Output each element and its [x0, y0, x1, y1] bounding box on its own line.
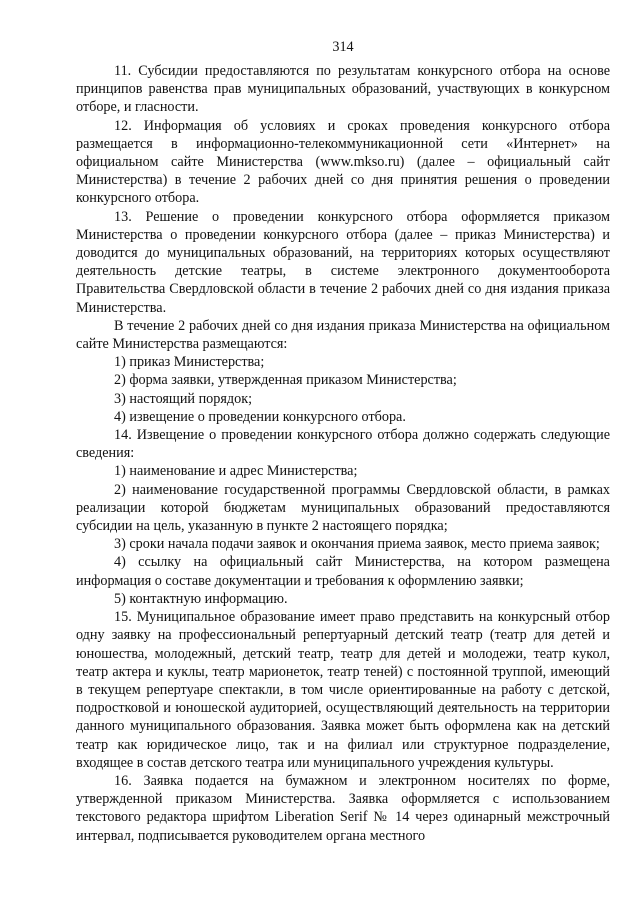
list-item: 4) извещение о проведении конкурсного отбора.: [114, 408, 406, 425]
page-number: 314: [332, 39, 354, 55]
list-item: 4) ссылку на официальный сайт Министерства, на котором размещена информация о составе документации и требования к оформлению заявки;: [76, 554, 610, 589]
list-item: 2) наименование государственной программы Свердловской области, в рамках реализации которой бюджетам муниципальных образований предоставляются субсидии на цель, указанную в пункте 2 настоящего порядка;: [76, 481, 610, 535]
list-item: 1) наименование и адрес Министерства;: [114, 463, 358, 480]
list-item: 1) приказ Министерства;: [114, 354, 265, 371]
document-body: [76, 62, 610, 845]
paragraph-13: 13. Решение о проведении конкурсного отбора оформляется приказом Министерства о проведении конкурсного отбора (далее – приказ Министерства) и доводится до муниципальных образований, на территориях которых осуществляют деятельность детские театры, в системе электронного документооборота Правительства Свердловской области в течение 2 рабочих дней со дня издания приказа Министерства.: [76, 208, 610, 316]
list-item: 2) форма заявки, утвержденная приказом Министерства;: [114, 372, 457, 389]
paragraph-16: 16. Заявка подается на бумажном и электронном носителях по форме, утвержденной приказом Министерства. Заявка оформляется с использованием текстового редактора шрифтом Liberation Serif № 14 через одинарный межстрочный интервал, подписывается руководителем органа местного: [76, 772, 610, 844]
paragraph-13-continued: В течение 2 рабочих дней со дня издания приказа Министерства на официальном сайте Министерства размещаются:: [76, 317, 610, 353]
paragraph-11: 11. Субсидии предоставляются по результатам конкурсного отбора на основе принципов равенства прав муниципальных образований, участвующих в конкурсном отборе, и гласности.: [76, 63, 610, 116]
list-item: 3) сроки начала подачи заявок и окончания приема заявок, место приема заявок;: [114, 536, 600, 553]
list-item: 5) контактную информацию.: [114, 590, 288, 607]
paragraph-14: 14. Извещение о проведении конкурсного отбора должно содержать следующие сведения:: [76, 427, 610, 462]
paragraph-12: 12. Информация об условиях и сроках проведения конкурсного отбора размещается в информационно-телекоммуникационной сети «Интернет» на официальном сайте Министерства (www.mkso.ru) (далее – официальный сайт Министерства) в течение 2 рабочих дней со дня принятия решения о проведении конкурсного отбора.: [76, 117, 610, 207]
paragraph-15: 15. Муниципальное образование имеет право представить на конкурсный отбор одну заявку на профессиональный репертуарный детский театр (театр для детей и юношества, молодежный, детский театр, театр для детей и молодежи, театр кукол, театр актера и куклы, театр марионеток, театр теней) с постоянной труппой, имеющий в текущем репертуаре спектакли, в том числе ориентированные на работу с детской, подростковой и юношеской аудиторией, осуществляющий деятельность на территории данного муниципального образования. Заявка может быть оформлена как на детский театр как юридическое лицо, так и на филиал или структурное подразделение, входящее в состав детского театра или муниципального учреждения культуры.: [76, 609, 610, 771]
list-item: 3) настоящий порядок;: [114, 390, 253, 407]
